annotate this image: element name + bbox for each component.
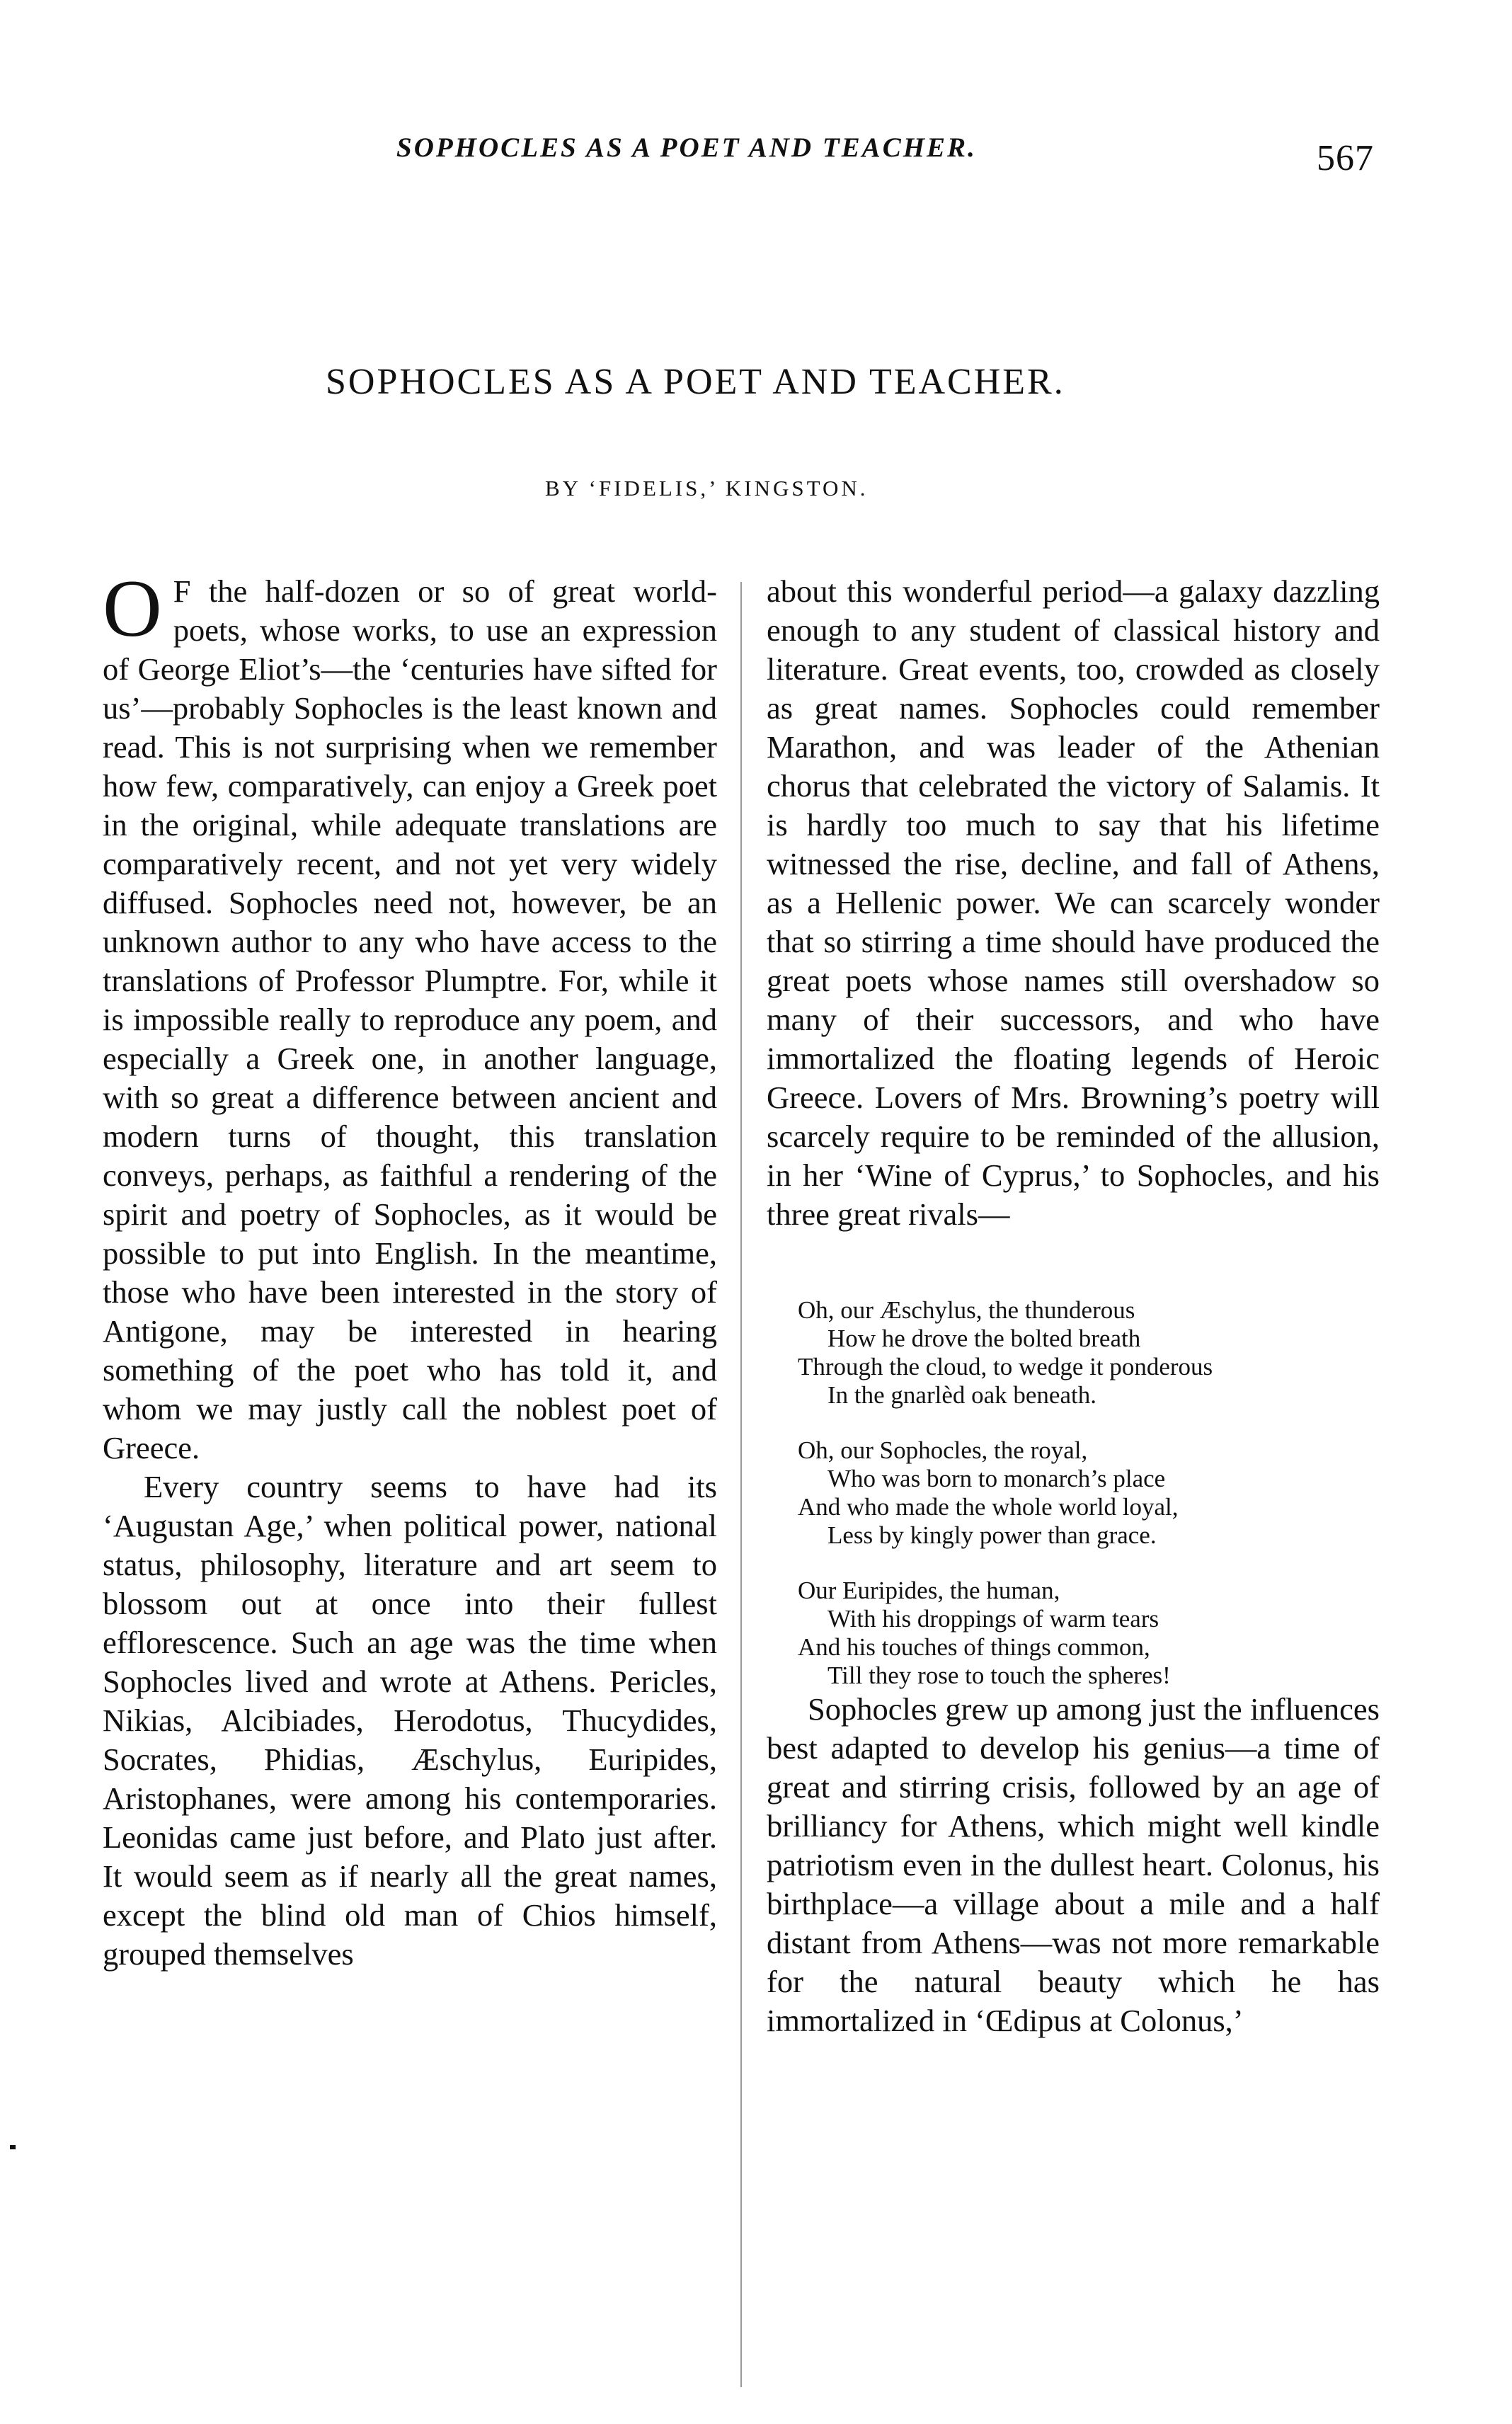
poem-line: Oh, our Sophocles, the royal, [798, 1436, 1088, 1464]
poem-line: Less by kingly power than grace. [827, 1521, 1157, 1549]
poem-stanza-1 [798, 1296, 1380, 1410]
paragraph-3: about this wonderful period—a galaxy dazzling enough to any student of classical history and literature. Great events, too, crowded as closely as great names. Sophocles could remember Marathon, and was leader of the Athenian chorus that celebrated the victory of Salamis. It is hardly too much to say that his lifetime witnessed the rise, decline, and fall of Athens, as a Hellenic power. We can scarcely wonder that so stirring a time should have produced the great poets whose names still overshadow so many of their successors, and who have immortalized the floating legends of Heroic Greece. Lovers of Mrs. Browning’s poetry will scarcely require to be reminded of the allusion, in her ‘Wine of Cyprus,’ to Sophocles, and his three great rivals— [767, 573, 1380, 1232]
poem-line: In the gnarlèd oak beneath. [827, 1381, 1096, 1409]
drop-cap: O [103, 564, 162, 654]
margin-mark [10, 2145, 16, 2149]
poem-line: How he drove the bolted breath [827, 1325, 1141, 1352]
running-head: SOPHOCLES AS A POET AND TEACHER. [396, 132, 977, 163]
poem-line: Till they rose to touch the spheres! [827, 1662, 1171, 1689]
poem-line: Through the cloud, to wedge it ponderous [798, 1353, 1213, 1380]
left-column [103, 564, 717, 1974]
right-column [767, 572, 1380, 2040]
poem-line: And who made the whole world loyal, [798, 1493, 1179, 1521]
poem-line: Who was born to monarch’s place [827, 1465, 1166, 1492]
poem-line: With his droppings of warm tears [827, 1605, 1159, 1633]
paragraph-2: Every country seems to have had its ‘Augustan Age,’ when political power, national status, philosophy, literature and art seem to blossom out at once into their fullest efflorescence. Such an age was the time when Sophocles lived and wrote at Athens. Pericles, Nikias, Alcibiades, Herodotus, Thucydides, Socrates, Phidias, Æschylus, Euripides, Aristophanes, were among his contemporaries. Leonidas came just before, and Plato just after. It would seem as if nearly all the great names, except the blind old man of Chios himself, grouped themselves [103, 1469, 717, 1972]
poem-quotation [798, 1296, 1380, 1690]
poem-line: And his touches of things common, [798, 1633, 1150, 1661]
poem-stanza-2 [798, 1436, 1380, 1550]
column-divider [740, 582, 742, 2387]
paragraph-4: Sophocles grew up among just the influences best adapted to develop his genius—a time of great and stirring crisis, followed by an age of brilliancy for Athens, which might well kindle patriotism even in the dullest heart. Colonus, his birthplace—a village about a mile and a half distant from Athens—was not more remarkable for the natural beauty which he has immortalized in ‘Œdipus at Colonus,’ [767, 1691, 1380, 2038]
poem-line: Our Euripides, the human, [798, 1577, 1060, 1604]
poem-line: Oh, our Æschylus, the thunderous [798, 1296, 1135, 1324]
article-title: SOPHOCLES AS A POET AND TEACHER. [326, 362, 1065, 402]
paragraph-1 [103, 564, 717, 1468]
poem-stanza-3 [798, 1577, 1380, 1690]
page-number: 567 [1317, 138, 1374, 178]
paragraph-1-text: F the half-dozen or so of great world-poets, whose works, to use an expression of George Eliot’s—the ‘centuries have sifted for us’—probably Sophocles is the least known and read. This is not surprising when we remember how few, comparatively, can enjoy a Greek poet in the original, while adequate translations are comparatively recent, and not yet very widely diffused. Sophocles need not, however, be an unknown author to any who have access to the translations of Professor Plumptre. For, while it is impossible really to reproduce any poem, and especially a Greek one, in another language, with so great a difference between ancient and modern turns of thought, this translation conveys, perhaps, as faithful a rendering of the spirit and poetry of Sophocles, as it would be possible to put into English. In the meantime, those who have been interested in the story of Antigone, may be interested in hearing something of the poet who has told it, and whom we may justly call the noblest poet of Greece. [103, 573, 717, 1465]
byline: BY ‘FIDELIS,’ KINGSTON. [545, 476, 869, 501]
